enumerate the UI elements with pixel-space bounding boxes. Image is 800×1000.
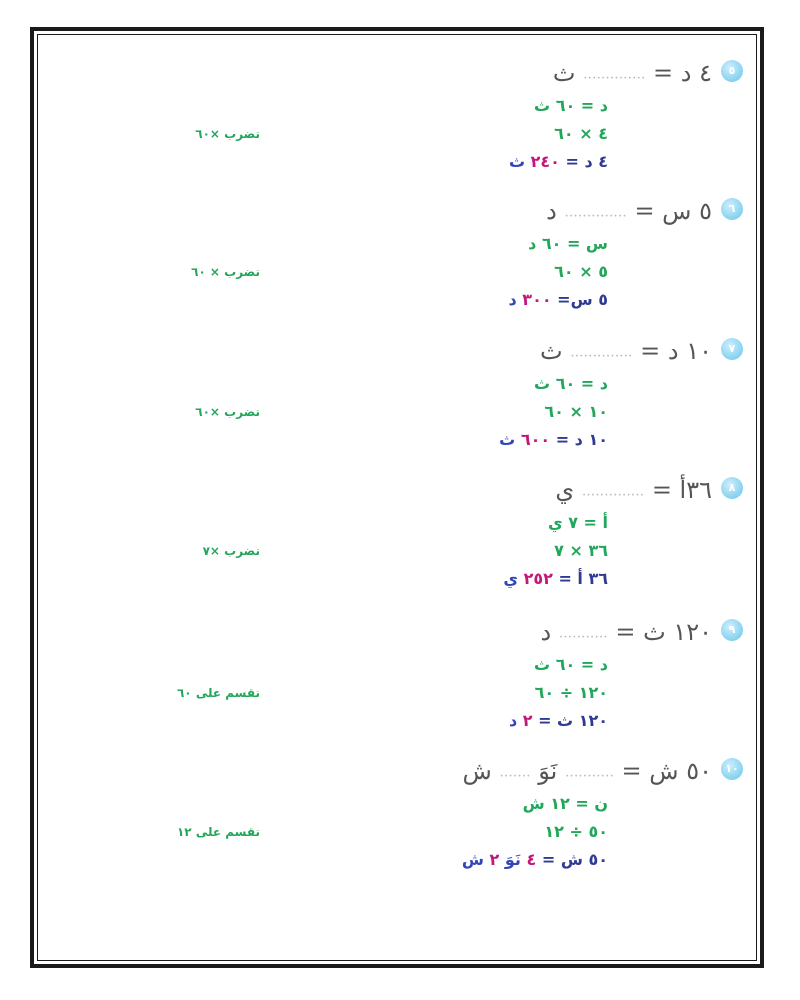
blank-dots: .............. bbox=[581, 483, 645, 500]
method-note: نقسم على ٦٠ bbox=[176, 686, 260, 700]
result-value: ٢ bbox=[522, 711, 533, 730]
result-unit: ث bbox=[508, 152, 526, 171]
conversion-fact: س = ٦٠ د bbox=[528, 234, 608, 253]
question-line bbox=[546, 196, 712, 228]
result-line bbox=[509, 709, 608, 733]
question-unit: ث bbox=[552, 59, 576, 87]
question-line bbox=[553, 58, 712, 90]
method-note: نضرب ×٧ bbox=[202, 544, 260, 558]
result-unit: د bbox=[508, 290, 517, 309]
question-unit: د bbox=[546, 197, 557, 225]
result-value: ٤ bbox=[526, 850, 537, 869]
result-unit-2: ش bbox=[461, 850, 484, 869]
problem-number-badge: ٧ bbox=[721, 338, 743, 360]
method-note: نضرب ×٦٠ bbox=[195, 405, 260, 419]
result-line bbox=[509, 150, 608, 174]
conversion-fact: د = ٦٠ ث bbox=[534, 96, 608, 115]
result-value-2: ٢ bbox=[489, 850, 500, 869]
question-line bbox=[555, 475, 712, 507]
question-unit: ي bbox=[555, 476, 575, 504]
result-unit: ي bbox=[503, 569, 518, 588]
method-note: نضرب × ٦٠ bbox=[191, 265, 260, 279]
question-unit: ث bbox=[539, 337, 563, 365]
operation: ٣٦ × ٧ bbox=[554, 541, 608, 560]
conversion-fact: د = ٦٠ ث bbox=[534, 655, 608, 674]
blank-dots-2: ....... bbox=[499, 764, 531, 781]
blank-dots: .............. bbox=[564, 204, 627, 221]
question-unit-2: ش bbox=[462, 757, 492, 785]
method-note: نضرب ×٦٠ bbox=[195, 127, 260, 141]
question-line bbox=[463, 756, 713, 788]
result-value: ٣٠٠ bbox=[522, 290, 552, 309]
question-unit: د bbox=[540, 618, 552, 646]
blank-dots: ........... bbox=[564, 764, 614, 781]
operation: ٥٠ ÷ ١٢ bbox=[544, 822, 608, 841]
question-given: ٥٠ ش = bbox=[621, 757, 712, 785]
result-prefix: ٤ د = bbox=[565, 152, 608, 171]
conversion-fact: ن = ١٢ ش bbox=[522, 794, 608, 813]
result-unit: نَوَ bbox=[504, 850, 521, 869]
result-value: ٢٥٢ bbox=[523, 569, 553, 588]
result-prefix: ٥ س= bbox=[557, 290, 608, 309]
result-unit: د bbox=[508, 711, 518, 730]
result-value: ٦٠٠ bbox=[520, 430, 551, 449]
result-line bbox=[462, 848, 608, 872]
result-unit: ث bbox=[499, 430, 516, 449]
problem-number-badge: ٦ bbox=[721, 198, 743, 220]
result-line bbox=[499, 428, 608, 452]
question-given: ٥ س = bbox=[634, 197, 712, 225]
question-given: ١٠ د = bbox=[640, 337, 712, 365]
method-note: نقسم على ١٢ bbox=[176, 825, 260, 839]
problem-number-badge: ٩ bbox=[721, 619, 743, 641]
problem-number-badge: ٥ bbox=[721, 60, 743, 82]
result-prefix: ٥٠ ش = bbox=[541, 850, 608, 869]
operation: ٤ × ٦٠ bbox=[554, 124, 608, 143]
operation: ١٢٠ ÷ ٦٠ bbox=[534, 683, 608, 702]
question-line bbox=[540, 336, 712, 368]
operation: ٥ × ٦٠ bbox=[554, 262, 608, 281]
blank-dots: ........... bbox=[558, 625, 608, 642]
result-line bbox=[503, 567, 608, 591]
question-given: ٣٦أ = bbox=[651, 476, 712, 504]
result-prefix: ٣٦ أ = bbox=[558, 569, 608, 588]
question-line bbox=[540, 617, 712, 649]
conversion-fact: د = ٦٠ ث bbox=[534, 374, 608, 393]
conversion-fact: أ = ٧ ي bbox=[547, 513, 608, 532]
problem-number-badge: ١٠ bbox=[721, 758, 743, 780]
problem-number-badge: ٨ bbox=[721, 477, 743, 499]
result-prefix: ١٠ د = bbox=[555, 430, 608, 449]
result-line bbox=[509, 288, 609, 312]
result-prefix: ١٢٠ ث = bbox=[538, 711, 608, 730]
result-value: ٢٤٠ bbox=[530, 152, 560, 171]
question-given: ٤ د = bbox=[653, 59, 712, 87]
blank-dots: .............. bbox=[583, 66, 646, 83]
question-given: ١٢٠ ث = bbox=[615, 618, 712, 646]
operation: ١٠ × ٦٠ bbox=[544, 402, 608, 421]
question-unit: نَوَ bbox=[538, 757, 558, 785]
blank-dots: .............. bbox=[570, 344, 633, 361]
